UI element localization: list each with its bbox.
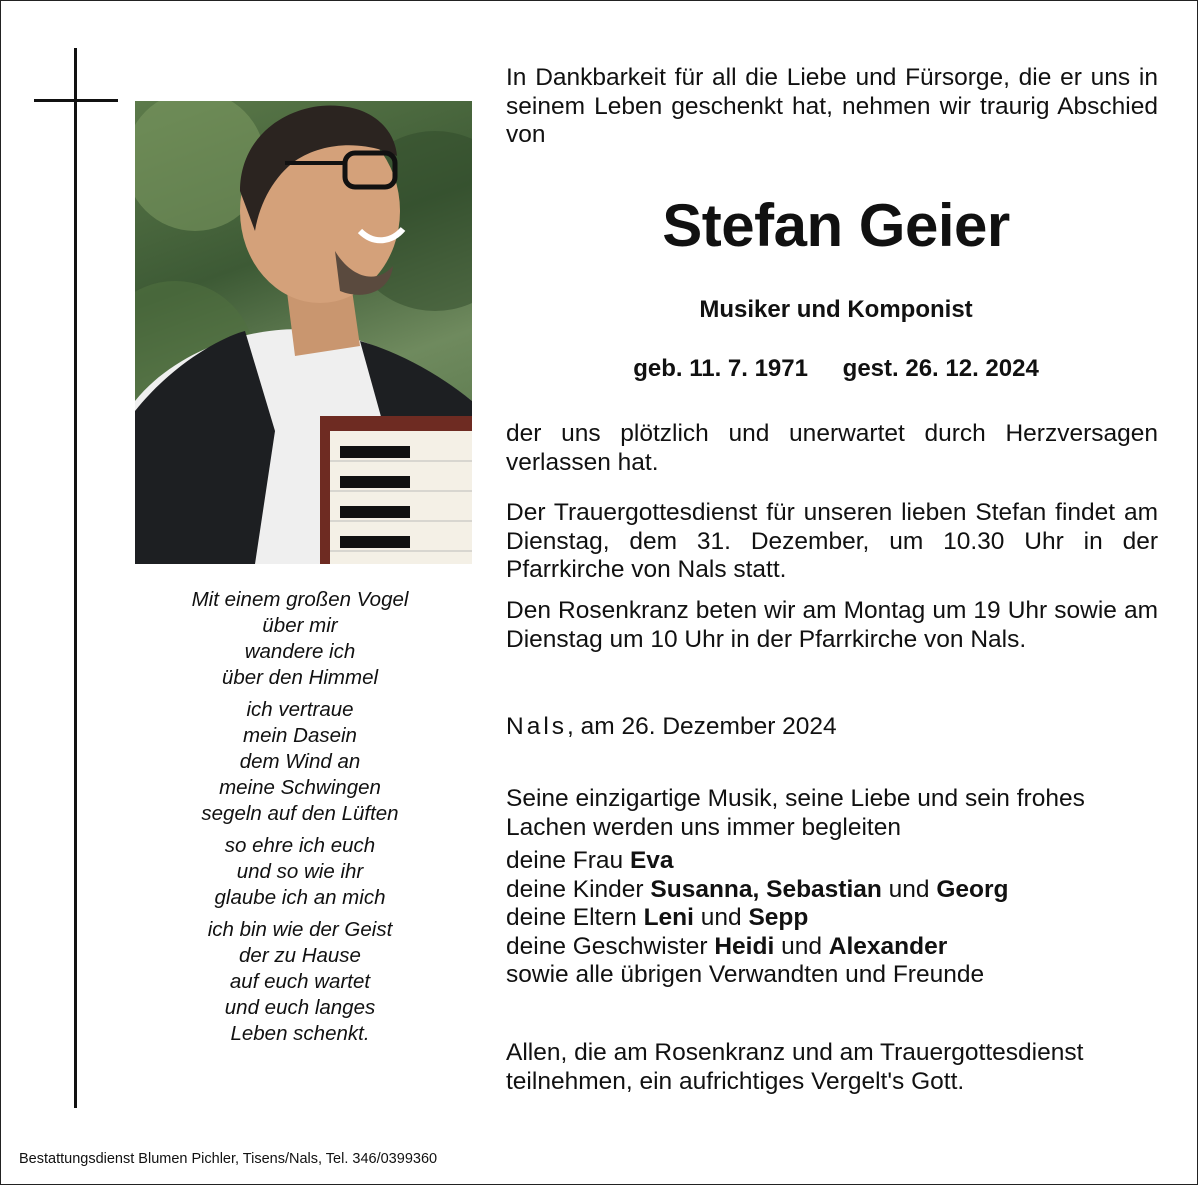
thanks-text: Allen, die am Rosenkranz und am Trauergottesdienst teilnehmen, ein aufrichtiges Vergelt's Gott. [506,1039,1084,1095]
place-date-text: , am 26. Dezember 2024 [567,713,837,740]
funeral-service-footer: Bestattungsdienst Blumen Pichler, Tisens/Nals, Tel. 346/0399360 [19,1151,438,1167]
memory-text: Seine einzigartige Musik, seine Liebe und sein frohes Lachen werden uns immer begleiten [506,785,1085,841]
poem-stanza-1: Mit einem großen Vogel über mir wandere ich über den Himmel [191,588,409,689]
family-wife: deine Frau Eva [506,847,674,874]
family-parents: deine Eltern Leni und Sepp [506,904,809,931]
cross-icon-vertical [74,48,77,1108]
rosary-text: Den Rosenkranz beten wir am Montag um 19 Uhr sowie am Dienstag um 10 Uhr in der Pfarrkirche von Nals. [506,597,1158,653]
cause-text: der uns plötzlich und unerwartet durch Herzversagen verlassen hat. [506,420,1158,476]
family-children: deine Kinder Susanna, Sebastian und Georg [506,875,1009,903]
death-date: gest. 26. 12. 2024 [842,355,1039,382]
place-town: Nals [506,713,568,740]
life-dates [506,355,1166,383]
poem-stanza-4: ich bin wie der Geist der zu Hause auf euch wartet und euch langes Leben schenkt. [207,918,393,1045]
family-list [506,847,1158,990]
birth-date: geb. 11. 7. 1971 [633,355,808,382]
place-date [506,713,1158,742]
poem-stanza-2: ich vertraue mein Dasein dem Wind an meine Schwingen segeln auf den Lüften [201,698,399,825]
service-text: Der Trauergottesdienst für unseren lieben Stefan findet am Dienstag, dem 31. Dezember, um 10.30 Uhr in der Pfarrkirche von Nals statt. [506,499,1158,583]
deceased-name: Stefan Geier [662,192,1010,259]
family-siblings: deine Geschwister Heidi und Alexander [506,932,948,960]
portrait-photo [135,101,472,564]
poem-stanza-3: so ehre ich euch und so wie ihr glaube ich an mich [214,834,386,909]
cross-icon-horizontal [34,99,118,102]
poem [160,587,440,1053]
family-others: sowie alle übrigen Verwandten und Freunde [506,961,985,988]
intro-text: In Dankbarkeit für all die Liebe und Fürsorge, die er uns in seinem Leben geschenkt hat, nehmen wir traurig Abschied von [506,64,1158,148]
profession: Musiker und Komponist [699,296,973,323]
